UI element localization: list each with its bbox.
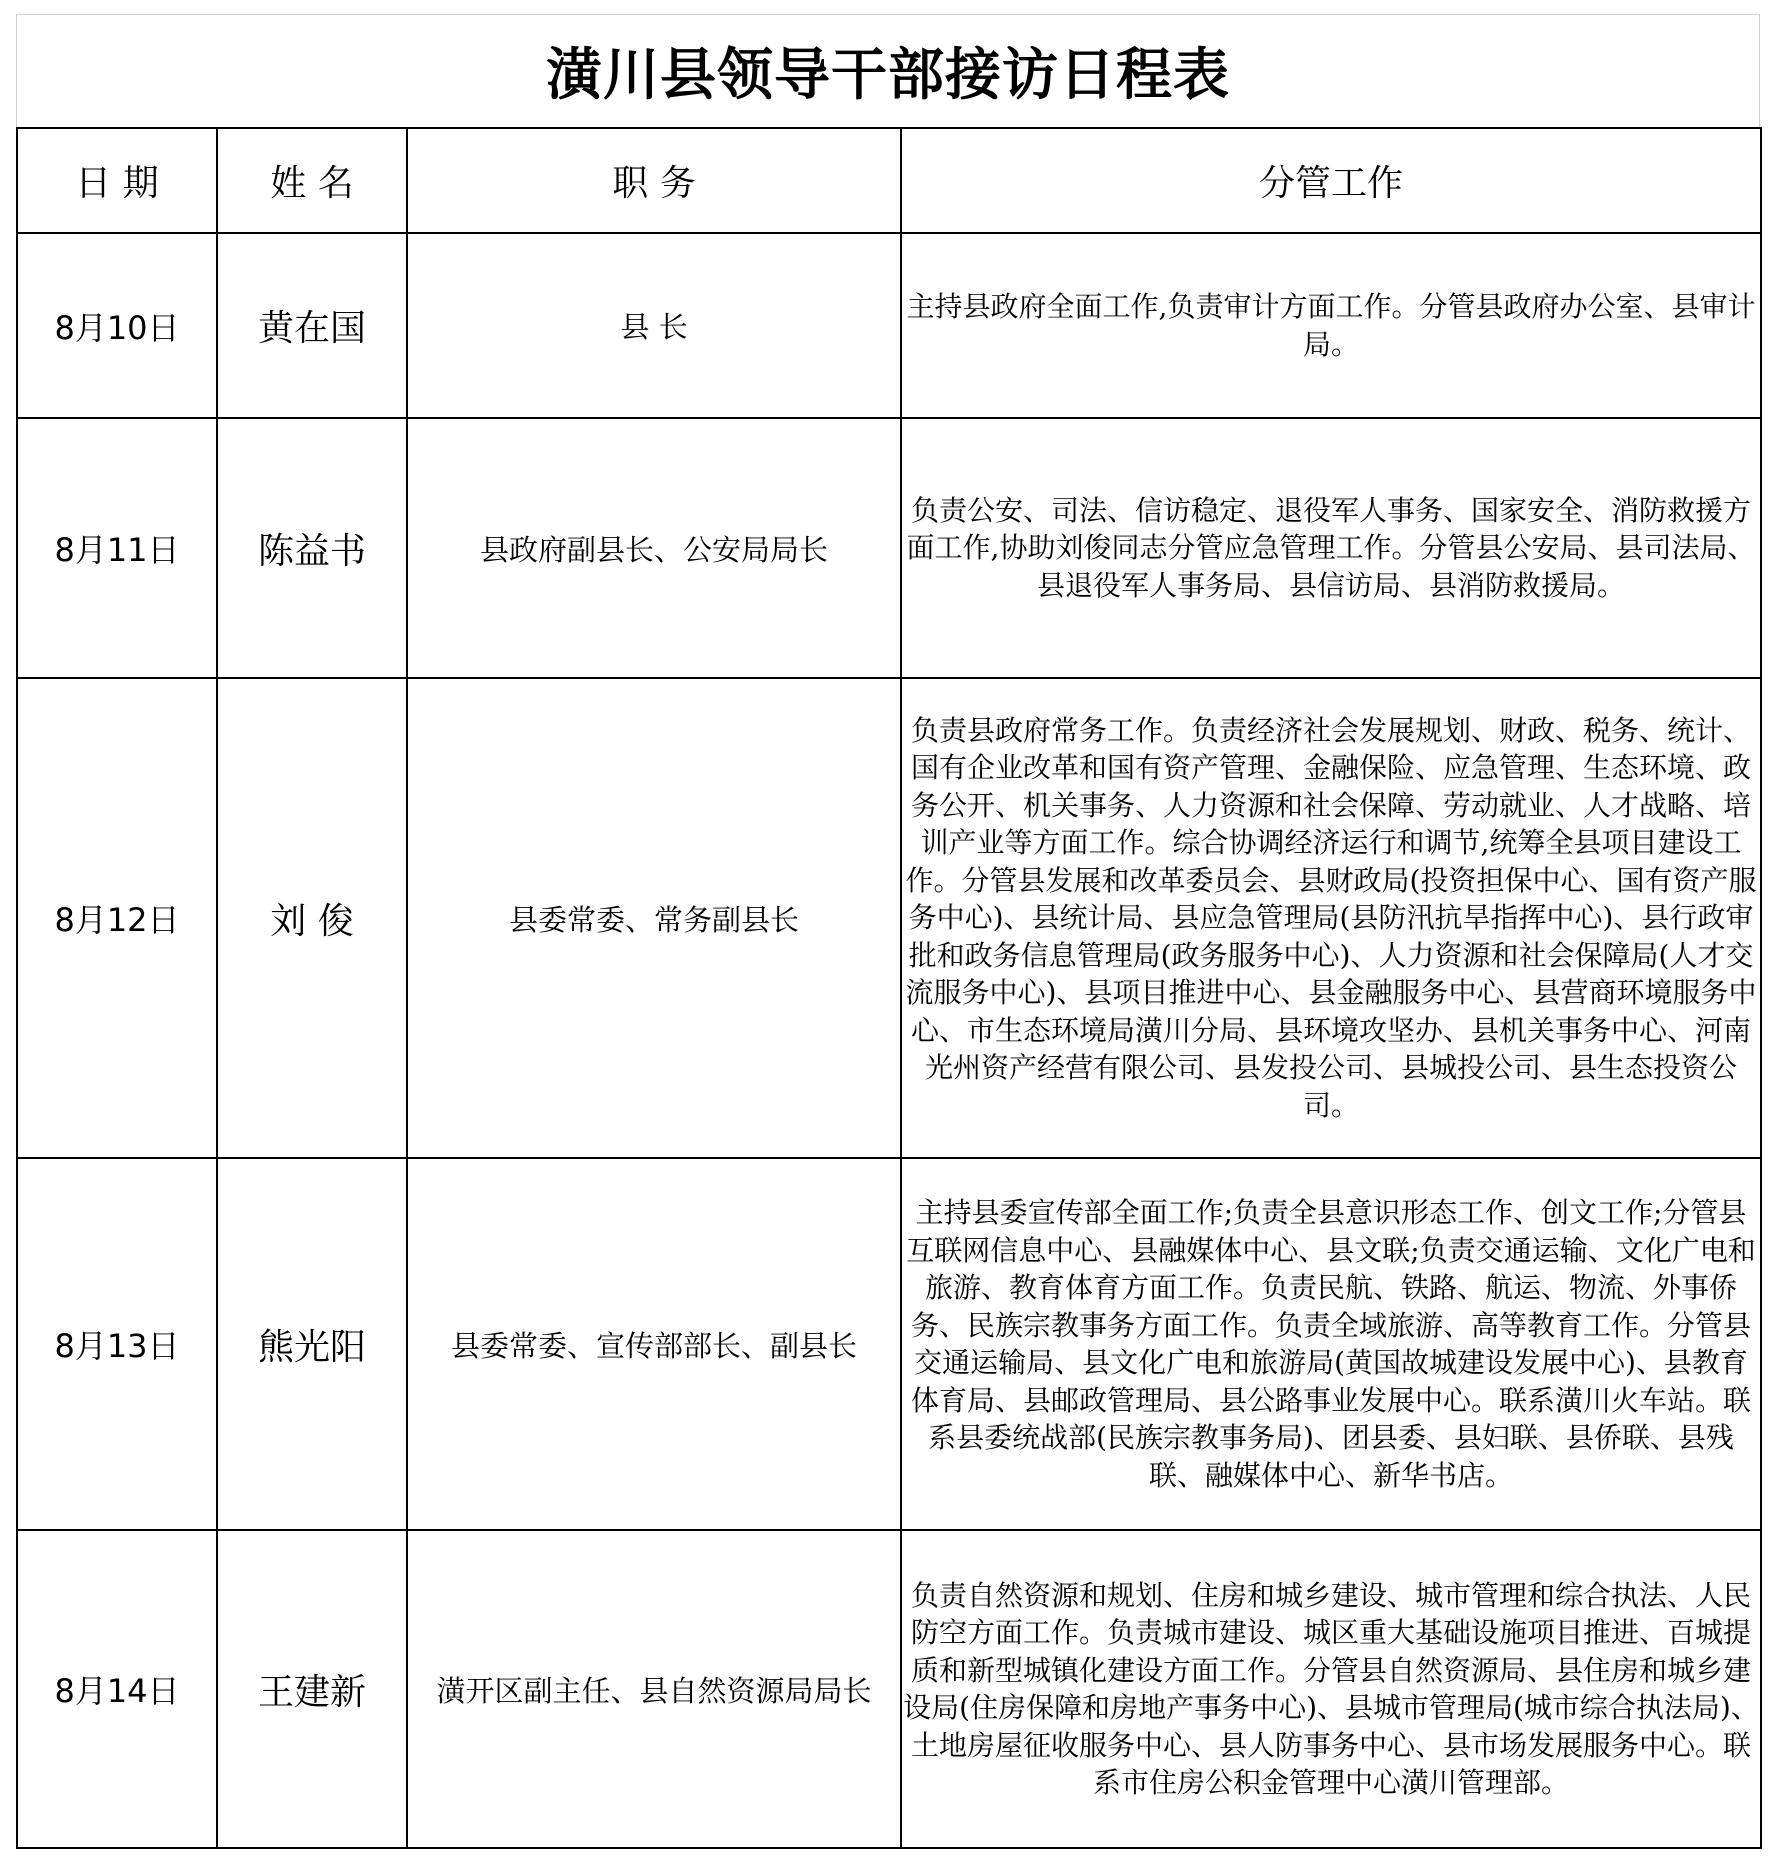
table-row [17,1158,1761,1530]
date-cell: 8月12日 [17,678,217,1158]
duty-cell: 主持县政府全面工作,负责审计方面工作。分管县政府办公室、县审计局。 [901,233,1761,418]
date-cell: 8月11日 [17,418,217,678]
name-cell: 王建新 [217,1530,407,1848]
duty-cell: 负责县政府常务工作。负责经济社会发展规划、财政、税务、统计、国有企业改革和国有资产管理、金融保险、应急管理、生态环境、政务公开、机关事务、人力资源和社会保障、劳动就业、人才战略、培训产业等方面工作。综合协调经济运行和调节,统筹全县项目建设工作。分管县发展和改革委员会、县财政局(投资担保中心、国有资产服务中心)、县统计局、县应急管理局(县防汛抗旱指挥中心)、县行政审批和政务信息管理局(政务服务中心)、人力资源和社会保障局(人才交流服务中心)、县项目推进中心、县金融服务中心、县营商环境服务中心、市生态环境局潢川分局、县环境攻坚办、县机关事务中心、河南光州资产经营有限公司、县发投公司、县城投公司、县生态投资公司。 [901,678,1761,1158]
header-duty: 分管工作 [901,128,1761,233]
position-cell: 县政府副县长、公安局局长 [407,418,901,678]
name-cell: 陈益书 [217,418,407,678]
table-row [17,1530,1761,1848]
position-cell: 县 长 [407,233,901,418]
position-cell: 县委常委、宣传部部长、副县长 [407,1158,901,1530]
schedule-sheet [16,14,1760,1846]
title-row [16,14,1760,127]
table-row [17,678,1761,1158]
name-cell: 熊光阳 [217,1158,407,1530]
date-cell: 8月10日 [17,233,217,418]
date-cell: 8月14日 [17,1530,217,1848]
header-position: 职 务 [407,128,901,233]
position-cell: 潢开区副主任、县自然资源局局长 [407,1530,901,1848]
schedule-table [16,127,1762,1849]
page-title: 潢川县领导干部接访日程表 [546,43,1230,108]
header-date: 日 期 [17,128,217,233]
position-cell: 县委常委、常务副县长 [407,678,901,1158]
table-row [17,233,1761,418]
table-row [17,418,1761,678]
duty-cell: 负责公安、司法、信访稳定、退役军人事务、国家安全、消防救援方面工作,协助刘俊同志分管应急管理工作。分管县公安局、县司法局、县退役军人事务局、县信访局、县消防救援局。 [901,418,1761,678]
header-name: 姓 名 [217,128,407,233]
name-cell: 黄在国 [217,233,407,418]
date-cell: 8月13日 [17,1158,217,1530]
name-cell: 刘 俊 [217,678,407,1158]
duty-cell: 负责自然资源和规划、住房和城乡建设、城市管理和综合执法、人民防空方面工作。负责城市建设、城区重大基础设施项目推进、百城提质和新型城镇化建设方面工作。分管县自然资源局、县住房和城乡建设局(住房保障和房地产事务中心)、县城市管理局(城市综合执法局)、土地房屋征收服务中心、县人防事务中心、县市场发展服务中心。联系市住房公积金管理中心潢川管理部。 [901,1530,1761,1848]
header-row [17,128,1761,233]
duty-cell: 主持县委宣传部全面工作;负责全县意识形态工作、创文工作;分管县互联网信息中心、县融媒体中心、县文联;负责交通运输、文化广电和旅游、教育体育方面工作。负责民航、铁路、航运、物流、外事侨务、民族宗教事务方面工作。负责全域旅游、高等教育工作。分管县交通运输局、县文化广电和旅游局(黄国故城建设发展中心)、县教育体育局、县邮政管理局、县公路事业发展中心。联系潢川火车站。联系县委统战部(民族宗教事务局)、团县委、县妇联、县侨联、县残联、融媒体中心、新华书店。 [901,1158,1761,1530]
